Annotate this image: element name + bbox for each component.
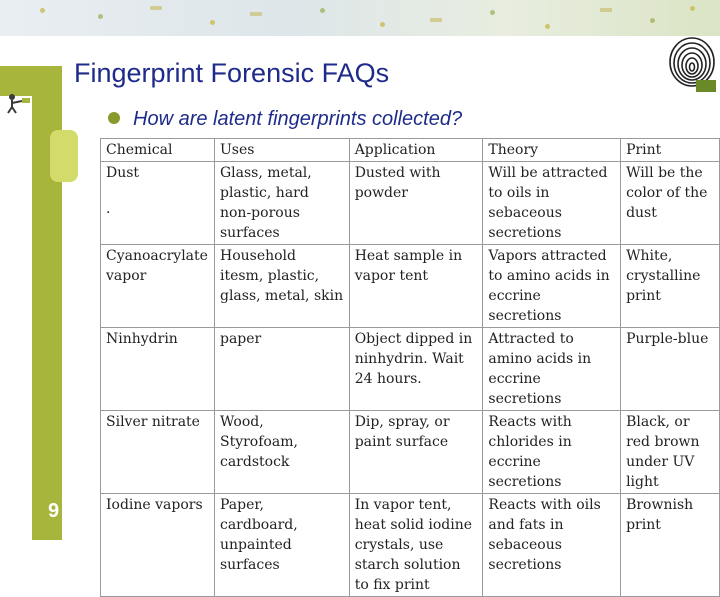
fingerprint-icon: [666, 36, 718, 94]
table-cell: White, crystalline print: [621, 245, 720, 328]
table-cell: Ninhydrin: [101, 328, 215, 411]
decor-dash: [150, 6, 162, 10]
stick-figure-icon: [4, 92, 32, 114]
table-cell: Wood, Styrofoam, cardstock: [214, 411, 349, 494]
decor-dot: [210, 20, 215, 25]
table-cell: Paper, cardboard, unpainted surfaces: [214, 494, 349, 597]
table-cell: paper: [214, 328, 349, 411]
header-chemical: Chemical: [101, 139, 215, 162]
decor-dot: [545, 24, 550, 29]
table-cell: Will be attracted to oils in sebaceous secretions: [483, 162, 621, 245]
table-cell: Iodine vapors: [101, 494, 215, 597]
table-cell: Purple-blue: [621, 328, 720, 411]
decor-dot: [690, 6, 695, 11]
table-cell: Dust ·: [101, 162, 215, 245]
table-row: [101, 494, 720, 597]
decor-dot: [40, 8, 45, 13]
fingerprint-methods-table: [100, 138, 720, 597]
decor-dash: [600, 8, 612, 12]
table-cell: Dip, spray, or paint surface: [349, 411, 483, 494]
table-row: [101, 411, 720, 494]
table-cell: Cyanoacrylate vapor: [101, 245, 215, 328]
side-accent-block: [50, 130, 78, 182]
decor-dot: [98, 14, 103, 19]
table-cell: Attracted to amino acids in eccrine secretions: [483, 328, 621, 411]
table-cell: Brownish print: [621, 494, 720, 597]
table-cell: Silver nitrate: [101, 411, 215, 494]
decor-dot: [490, 10, 495, 15]
table-cell: Household itesm, plastic, glass, metal, skin: [214, 245, 349, 328]
header-application: Application: [349, 139, 483, 162]
table-cell: In vapor tent, heat solid iodine crystals, use starch solution to fix print: [349, 494, 483, 597]
decor-dash: [250, 12, 262, 16]
bullet-dot: [108, 112, 120, 124]
table-cell: Dusted with powder: [349, 162, 483, 245]
slide-number: 9: [48, 500, 60, 522]
table-cell: Glass, metal, plastic, hard non-porous surfaces: [214, 162, 349, 245]
decor-dot: [650, 18, 655, 23]
decorative-banner: [0, 0, 720, 36]
decor-dot: [380, 22, 385, 27]
table-cell: Black, or red brown under UV light: [621, 411, 720, 494]
decor-dot: [320, 8, 325, 13]
decor-dash: [430, 18, 442, 22]
table-row: [101, 245, 720, 328]
table-row: [101, 162, 720, 245]
table-header-row: [101, 139, 720, 162]
table-cell: Object dipped in ninhydrin. Wait 24 hours.: [349, 328, 483, 411]
table-cell: Vapors attracted to amino acids in eccrine secretions: [483, 245, 621, 328]
header-print: Print: [621, 139, 720, 162]
table-cell: Will be the color of the dust: [621, 162, 720, 245]
header-uses: Uses: [214, 139, 349, 162]
header-theory: Theory: [483, 139, 621, 162]
table-cell: Reacts with oils and fats in sebaceous secretions: [483, 494, 621, 597]
slide-question: How are latent fingerprints collected?: [133, 108, 463, 130]
slide-title: Fingerprint Forensic FAQs: [74, 58, 390, 88]
table-cell: Heat sample in vapor tent: [349, 245, 483, 328]
table-cell: Reacts with chlorides in eccrine secretions: [483, 411, 621, 494]
table-row: [101, 328, 720, 411]
